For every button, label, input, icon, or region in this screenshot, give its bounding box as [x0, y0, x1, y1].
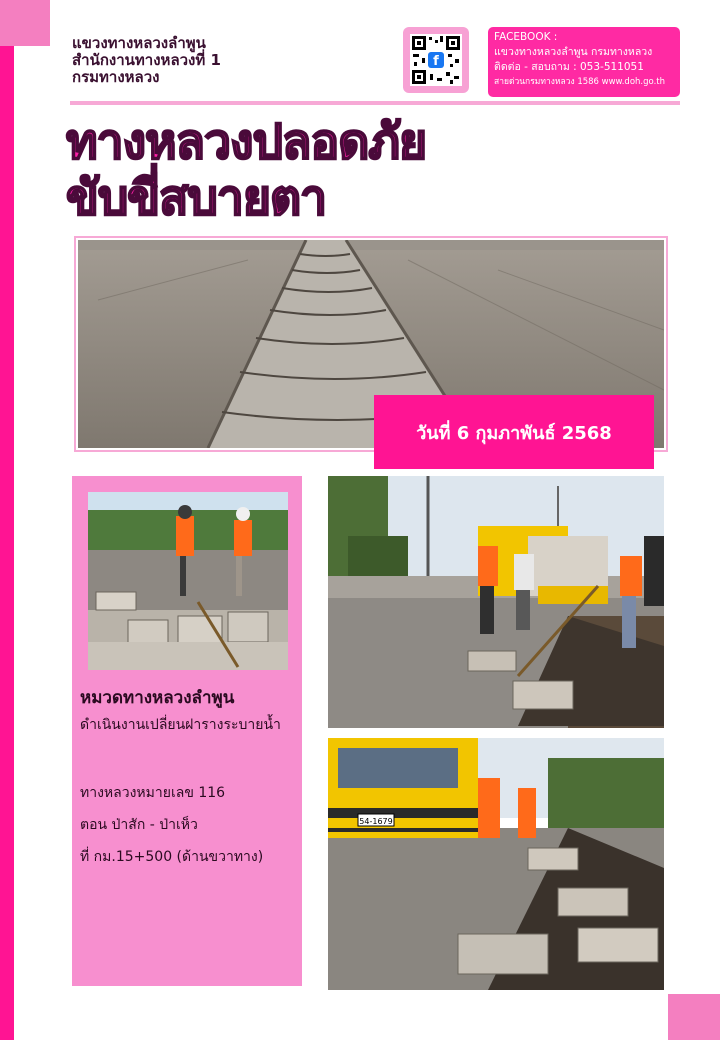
road-section: ตอน ป่าสัก - ป่าเห็ว: [80, 817, 198, 833]
hotline-website[interactable]: สายด่วนกรมทางหลวง 1586 www.doh.go.th: [494, 77, 665, 87]
bottom-corner-block: [668, 994, 720, 1040]
org-line-department: กรมทางหลวง: [72, 68, 160, 86]
workers-replacing-covers-photo: [328, 476, 664, 728]
headline-line-2: ขับขี่สบายตา: [66, 170, 327, 226]
facebook-label: FACEBOOK :: [494, 31, 558, 43]
organization-name: [72, 35, 221, 86]
qr-code-icon: [410, 34, 462, 86]
qr-code[interactable]: [403, 27, 469, 93]
org-line-district: แขวงทางหลวงลำพูน: [72, 34, 206, 52]
top-corner-block: [0, 0, 50, 46]
highway-number: ทางหลวงหมายเลข 116: [80, 785, 226, 801]
contact-phone: ติดต่อ - สอบถาม : 053-511051: [494, 61, 644, 73]
unit-name: หมวดทางหลวงลำพูน: [80, 688, 235, 708]
org-line-bureau: สำนักงานทางหลวงที่ 1: [72, 51, 221, 69]
date-badge: วันที่ 6 กุมภาพันธ์ 2568: [374, 395, 654, 469]
truck-and-open-drain-photo: [328, 738, 664, 990]
workers-lifting-covers-photo: [88, 492, 288, 670]
kilometer-location: ที่ กม.15+500 (ด้านขวาทาง): [80, 849, 264, 865]
header-divider: [70, 101, 680, 105]
facebook-page-name[interactable]: แขวงทางหลวงลำพูน กรมทางหลวง: [494, 46, 653, 58]
svg-text:f: f: [433, 54, 439, 69]
headline-line-1: ทางหลวงปลอดภัย: [66, 114, 427, 170]
contact-info-box: [488, 27, 680, 97]
work-description: ดำเนินงานเปลี่ยนฝารางระบายน้ำ: [80, 717, 281, 733]
truck-plate: 54-1679: [359, 817, 393, 826]
left-accent-bar: [0, 0, 14, 1040]
